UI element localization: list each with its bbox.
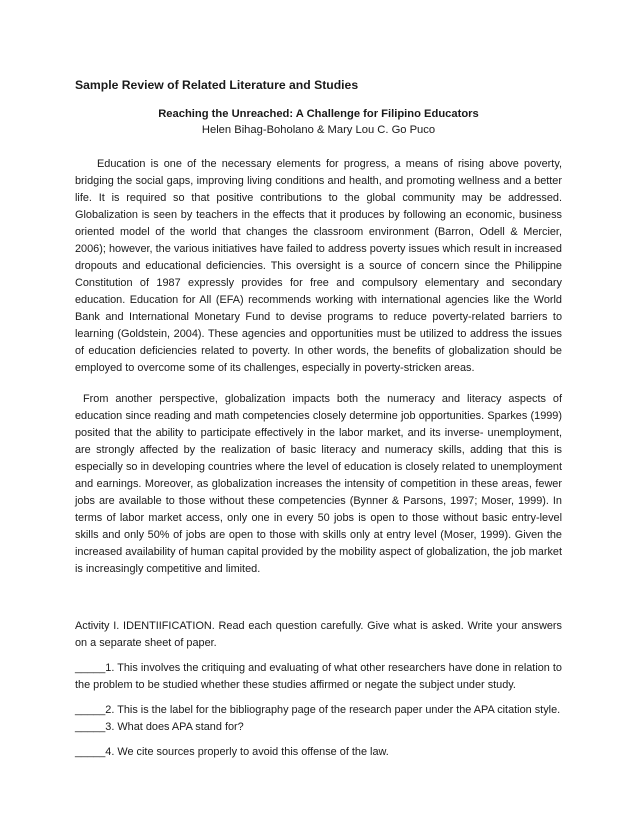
article-authors: Helen Bihag-Boholano & Mary Lou C. Go Puco (201, 124, 436, 136)
activity-question: _____3. What does APA stand for? (75, 721, 244, 733)
body-paragraph: Education is one of the necessary elements for progress, a means of rising above poverty, bridging the social gaps, improving living conditions and health, and promoting wellness and a better life. It is required so that positive contributions to the global community may be addressed. Globalization is seen by teachers in the effects that it produces by following an economic, business oriented model of the world that changes the classroom environment (Barron, Odell & Mercier, 2006); however, the various initiatives have failed to address poverty issues which result in increased dropouts and educational deficiencies. This oversight is a source of concern since the Philippine Constitution of 1987 expressly provides for free and compulsory elementary and secondary education. Education for All (EFA) recommends working with international agencies like the World Bank and International Monetary Fund to devise programs to reduce poverty-related barriers to learning (Goldstein, 2004). These agencies and opportunities must be utilized to address the issues of education deficiencies related to poverty. In other words, the benefits of globalization should be employed to overcome some of its challenges, especially in poverty-stricken areas. (75, 158, 562, 374)
document-content (75, 77, 562, 769)
article-title: Reaching the Unreached: A Challenge for Filipino Educators (158, 108, 479, 120)
activity-question: _____4. We cite sources properly to avoid this offense of the law. (75, 746, 389, 758)
activity-instructions: Activity I. IDENTIIFICATION. Read each question carefully. Give what is asked. Write your answers on a separate sheet of paper. (75, 620, 562, 649)
activity-question: _____2. This is the label for the bibliography page of the research paper under the APA citation style. (75, 704, 561, 716)
document-heading: Sample Review of Related Literature and Studies (75, 78, 359, 92)
activity-question: _____1. This involves the critiquing and evaluating of what other researchers have done in relation to the problem to be studied whether these studies affirmed or negate the subject under study. (75, 662, 562, 691)
body-paragraph: From another perspective, globalization impacts both the numeracy and literacy aspects of education since reading and math competencies closely determine job opportunities. Sparkes (1999) posited that the ability to participate effectively in the labor market, and its inverse- unemployment, are strongly affected by the realization of basic literacy and numeracy skills, adding that this is especially so in developing countries where the level of education is closely related to unemployment and earnings. Moreover, as globalization increases the intensity of competition in these areas, fewer jobs are available to those without these competencies (Bynner & Parsons, 1997; Moser, 1999). In terms of labor market access, only one in every 50 jobs is open to those without basic entry-level skills and only 50% of jobs are open to those with skills only at entry level (Moser, 1999). Given the increased availability of human capital provided by the mobility aspect of globalization, the job market is increasingly competitive and limited. (75, 393, 562, 575)
